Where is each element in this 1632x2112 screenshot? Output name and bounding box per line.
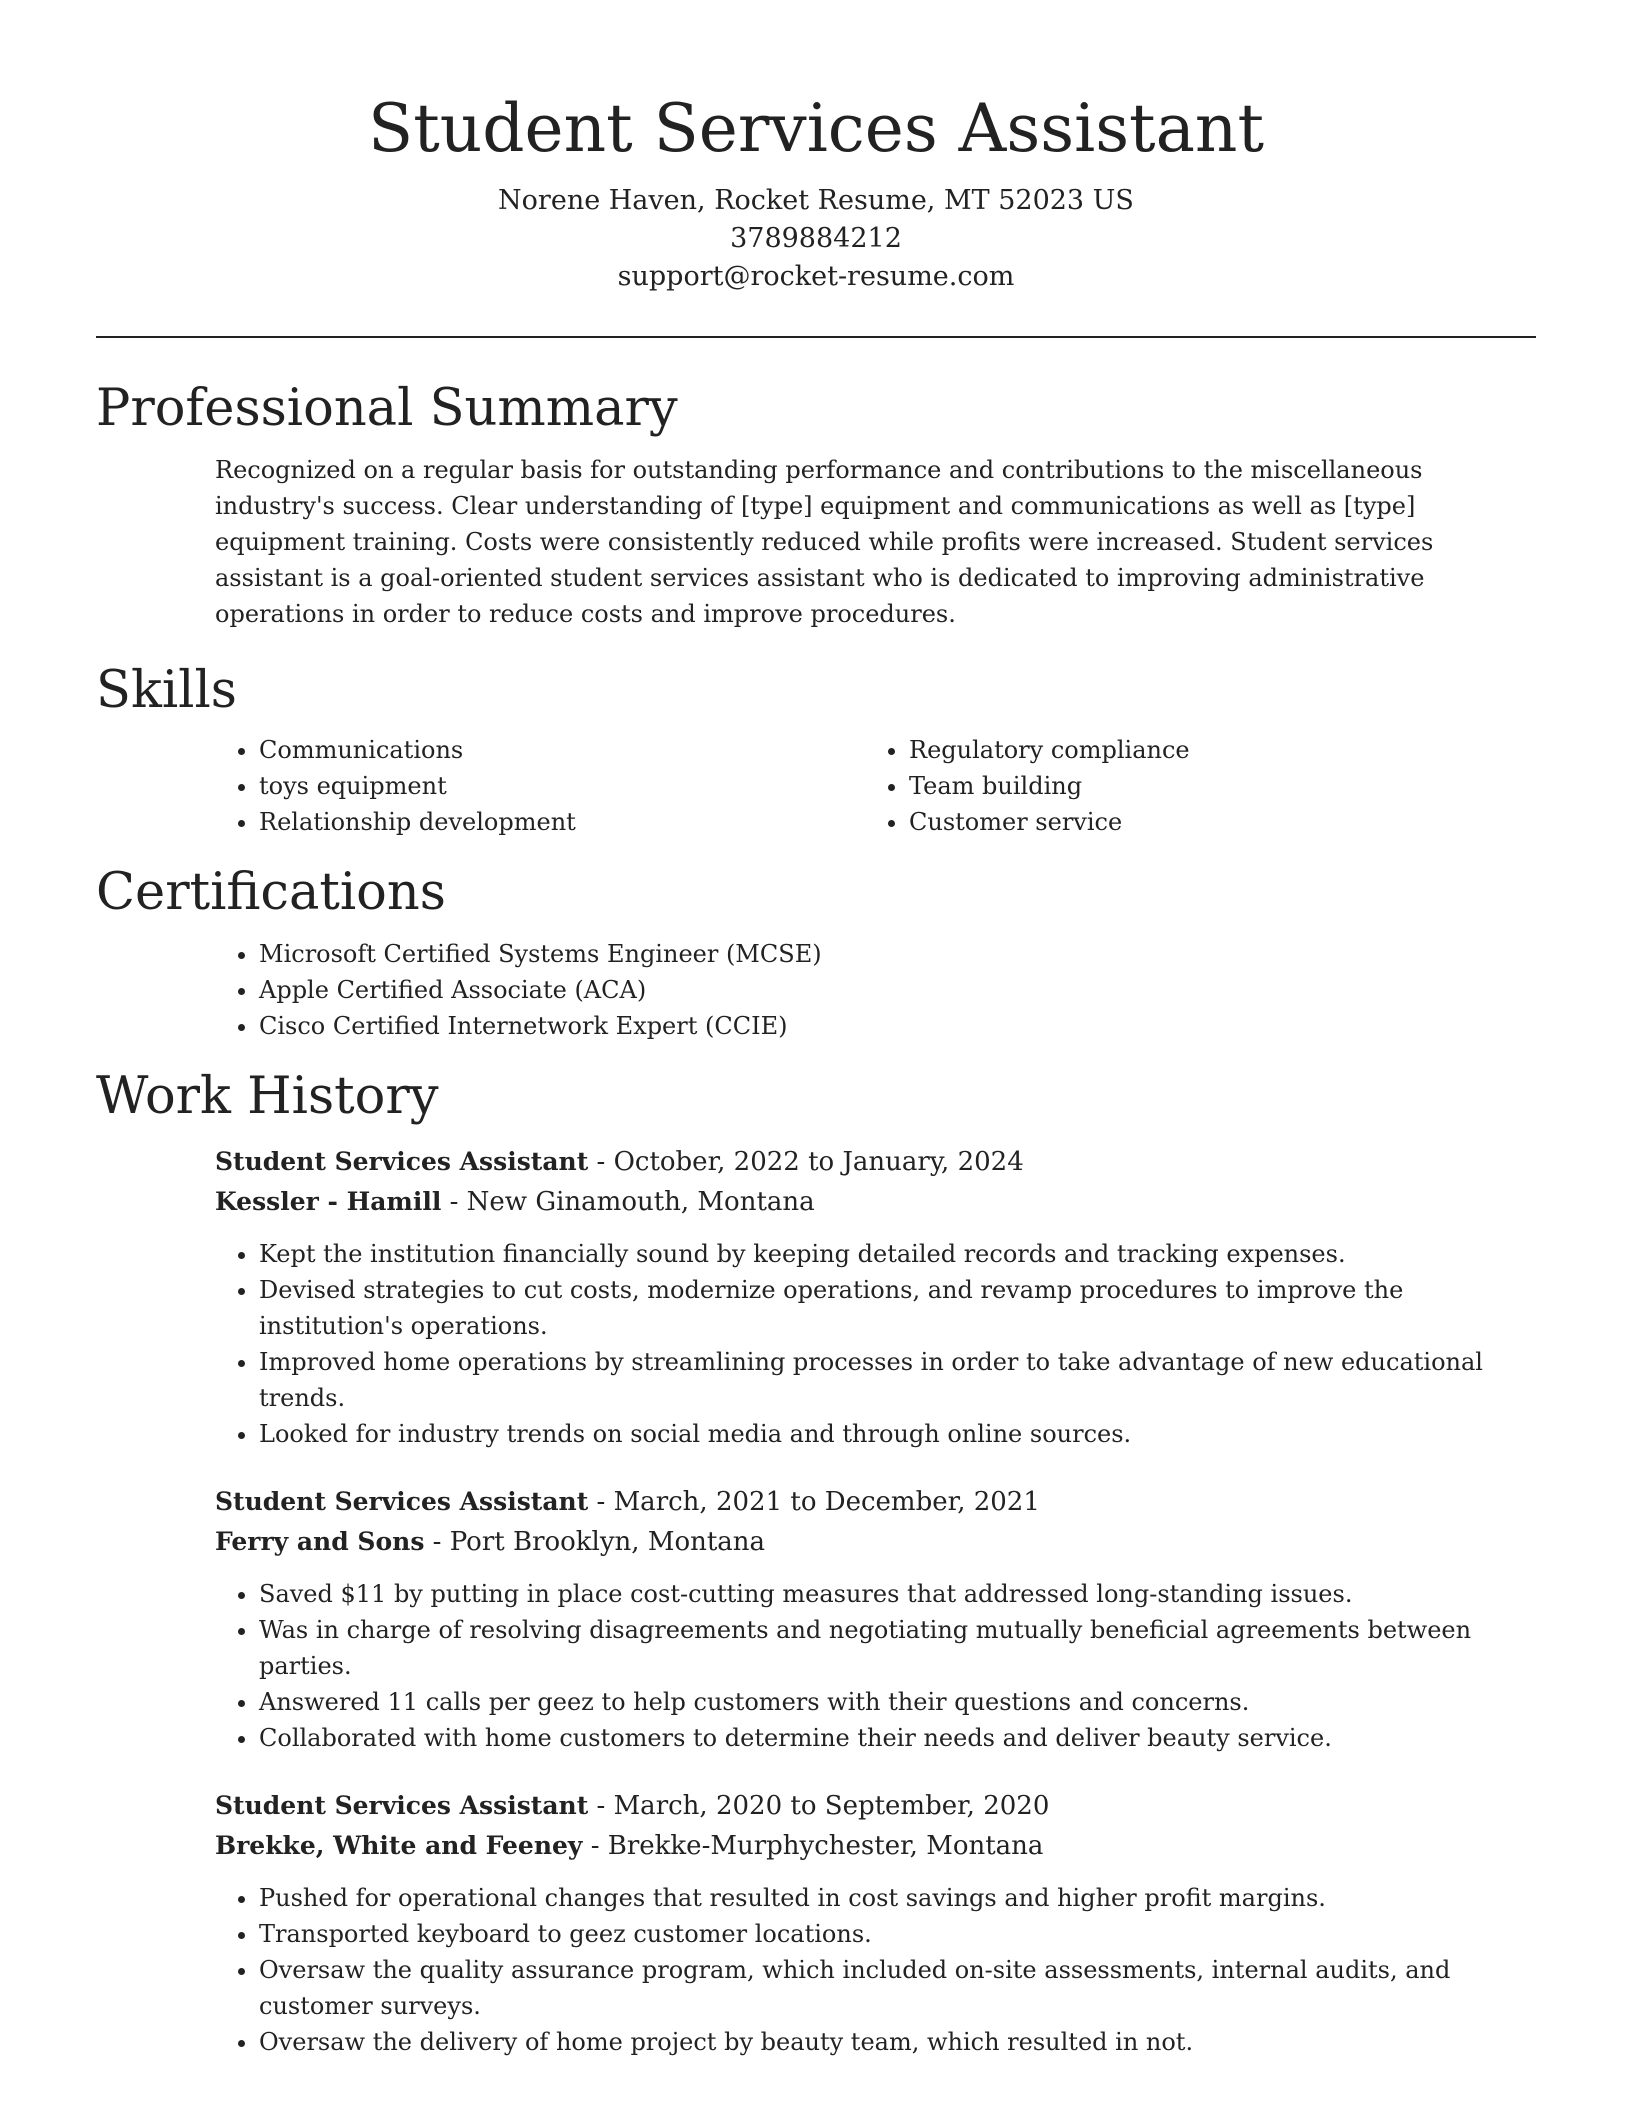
job-company-line [215, 1182, 1536, 1222]
skill-item: • toys equipment [259, 768, 865, 804]
job-bullet: • Collaborated with home customers to determine their needs and deliver beauty service. [259, 1720, 1536, 1756]
job-bullets [215, 1576, 1536, 1756]
skill-item: • Customer service [909, 804, 1515, 840]
candidate-title: Student Services Assistant [368, 90, 1264, 167]
contact-address: Norene Haven, Rocket Resume, MT 52023 US [498, 185, 1134, 216]
skill-item: • Regulatory compliance [909, 732, 1515, 768]
job-entry [215, 1786, 1536, 2060]
job-bullets [215, 1236, 1536, 1452]
job-bullet: • Improved home operations by streamlining processes in order to take advantage of new educational trends. [259, 1344, 1536, 1416]
job-company: Brekke, White and Feeney [215, 1831, 583, 1860]
skills-section [96, 658, 1536, 840]
job-company: Ferry and Sons [215, 1527, 425, 1556]
certification-item: • Apple Certified Associate (ACA) [259, 972, 1536, 1008]
job-bullet: • Oversaw the delivery of home project by beauty team, which resulted in not. [259, 2024, 1536, 2060]
skills-grid [215, 732, 1536, 840]
contact-block [96, 182, 1536, 296]
work-history-section [96, 1064, 1536, 2060]
job-role-line [215, 1786, 1536, 1826]
job-bullet: • Kept the institution financially sound by keeping detailed records and tracking expenses. [259, 1236, 1536, 1272]
skills-column-left [215, 732, 865, 840]
certification-item: • Cisco Certified Internetwork Expert (CCIE) [259, 1008, 1536, 1044]
job-dates: - March, 2021 to December, 2021 [588, 1487, 1040, 1517]
resume-header [96, 0, 1536, 296]
job-bullet: • Answered 11 calls per geez to help customers with their questions and concerns. [259, 1684, 1536, 1720]
summary-text: Recognized on a regular basis for outstanding performance and contributions to the miscellaneous industry's success. Clear understanding of [type] equipment and communications as well as [type] equipment training. Costs were consistently reduced while profits were increased. Student services assistant is a goal-oriented student services assistant who is dedicated to improving administrative operations in order to reduce costs and improve procedures. [215, 456, 1434, 628]
summary-section [96, 376, 1536, 632]
job-entry [215, 1482, 1536, 1756]
summary-heading: Professional Summary [96, 379, 678, 438]
job-bullet: • Looked for industry trends on social media and through online sources. [259, 1416, 1536, 1452]
job-location: - Brekke-Murphychester, Montana [582, 1831, 1044, 1861]
work-history-heading: Work History [96, 1067, 439, 1126]
job-company: Kessler - Hamill [215, 1187, 442, 1216]
job-dates: - October, 2022 to January, 2024 [588, 1147, 1024, 1177]
skill-item: • Communications [259, 732, 865, 768]
skills-heading: Skills [96, 661, 237, 720]
job-bullet: • Was in charge of resolving disagreements and negotiating mutually beneficial agreements between parties. [259, 1612, 1536, 1684]
job-bullet: • Saved $11 by putting in place cost-cutting measures that addressed long-standing issues. [259, 1576, 1536, 1612]
job-role: Student Services Assistant [215, 1791, 589, 1820]
job-company-line [215, 1522, 1536, 1562]
job-location: - New Ginamouth, Montana [441, 1187, 815, 1217]
job-role: Student Services Assistant [215, 1147, 589, 1176]
job-entry [215, 1142, 1536, 1452]
job-role-line [215, 1482, 1536, 1522]
contact-email: support@rocket-resume.com [617, 261, 1015, 292]
skills-column-right [865, 732, 1515, 840]
job-bullets [215, 1880, 1536, 2060]
skill-item: • Team building [909, 768, 1515, 804]
job-location: - Port Brooklyn, Montana [424, 1527, 766, 1557]
certifications-heading: Certifications [96, 863, 446, 922]
job-company-line [215, 1826, 1536, 1866]
job-role-line [215, 1142, 1536, 1182]
job-bullet: • Oversaw the quality assurance program, which included on-site assessments, internal audits, and customer surveys. [259, 1952, 1536, 2024]
job-bullet: • Transported keyboard to geez customer locations. [259, 1916, 1536, 1952]
certification-item: • Microsoft Certified Systems Engineer (MCSE) [259, 936, 1536, 972]
certifications-section [96, 860, 1536, 1044]
job-dates: - March, 2020 to September, 2020 [588, 1791, 1050, 1821]
job-role: Student Services Assistant [215, 1487, 589, 1516]
certifications-list [215, 936, 1536, 1044]
job-bullet: • Pushed for operational changes that resulted in cost savings and higher profit margins. [259, 1880, 1536, 1916]
skill-item: • Relationship development [259, 804, 865, 840]
header-divider [96, 336, 1536, 338]
contact-phone: 3789884212 [730, 223, 902, 254]
job-bullet: • Devised strategies to cut costs, modernize operations, and revamp procedures to improve the institution's operations. [259, 1272, 1536, 1344]
